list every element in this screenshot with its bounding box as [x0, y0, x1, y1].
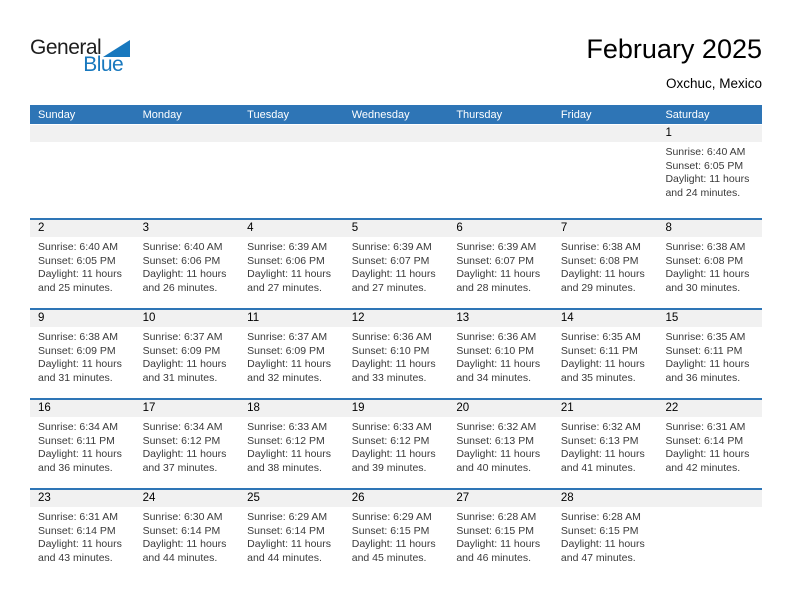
weekday-header-monday: Monday: [142, 108, 182, 121]
day-details: [657, 142, 762, 200]
empty-day-cell: [30, 125, 135, 218]
day-detail-line: Sunset: 6:14 PM: [247, 524, 325, 537]
weekday-header-row: [30, 105, 762, 124]
day-cell: [553, 310, 658, 398]
day-detail-line: and 37 minutes.: [142, 461, 218, 474]
day-detail-line: Sunset: 6:10 PM: [351, 344, 430, 357]
day-number: 16: [30, 400, 135, 417]
general-blue-logo: [30, 36, 130, 77]
day-details: [135, 142, 240, 146]
day-detail-line: Sunset: 6:14 PM: [665, 434, 744, 447]
day-detail-line: Daylight: 11 hours: [665, 268, 750, 280]
weeks-container: [30, 125, 762, 578]
day-number: 12: [344, 310, 449, 327]
day-cell: [135, 220, 240, 308]
day-detail-line: Daylight: 11 hours: [351, 358, 436, 370]
day-number: [448, 125, 553, 142]
day-detail-line: Sunset: 6:15 PM: [351, 524, 430, 537]
day-detail-line: Sunrise: 6:32 AM: [560, 421, 641, 433]
day-detail-line: Daylight: 11 hours: [38, 268, 122, 280]
day-detail-line: Sunset: 6:15 PM: [456, 524, 534, 537]
day-detail-line: Sunset: 6:05 PM: [38, 254, 116, 267]
day-detail-line: Daylight: 11 hours: [560, 268, 645, 280]
week-row: [30, 488, 762, 578]
day-cell: [553, 400, 658, 488]
day-detail-line: and 39 minutes.: [351, 461, 427, 474]
day-detail-line: Sunrise: 6:34 AM: [38, 421, 118, 433]
day-detail-line: Daylight: 11 hours: [351, 538, 436, 550]
day-detail-line: Sunrise: 6:37 AM: [142, 331, 223, 343]
day-detail-line: Sunset: 6:08 PM: [665, 254, 744, 267]
day-cell: [239, 400, 344, 488]
day-number: 20: [448, 400, 553, 417]
day-detail-line: Sunrise: 6:34 AM: [142, 421, 223, 433]
day-detail-line: and 40 minutes.: [456, 461, 532, 474]
day-detail-line: Sunset: 6:10 PM: [456, 344, 534, 357]
day-detail-line: Sunrise: 6:35 AM: [560, 331, 641, 343]
empty-day-cell: [344, 125, 449, 218]
day-detail-line: Sunrise: 6:33 AM: [247, 421, 328, 433]
day-cell: [135, 400, 240, 488]
day-detail-line: Sunset: 6:07 PM: [456, 254, 534, 267]
day-detail-line: and 35 minutes.: [560, 371, 636, 384]
day-number: [30, 125, 135, 142]
day-detail-line: Sunrise: 6:39 AM: [247, 241, 328, 253]
title-block: [586, 34, 762, 91]
day-details: [657, 417, 762, 475]
day-cell: [239, 310, 344, 398]
day-details: [30, 327, 135, 385]
day-detail-line: Sunrise: 6:30 AM: [142, 511, 223, 523]
weekday-header-sunday: Sunday: [38, 108, 76, 121]
day-detail-line: Sunset: 6:14 PM: [142, 524, 221, 537]
day-detail-line: Daylight: 11 hours: [38, 358, 122, 370]
day-detail-line: Daylight: 11 hours: [247, 538, 332, 550]
day-detail-line: Sunset: 6:06 PM: [247, 254, 325, 267]
day-number: 3: [135, 220, 240, 237]
week-row: [30, 398, 762, 488]
day-detail-line: Daylight: 11 hours: [560, 538, 645, 550]
day-detail-line: Daylight: 11 hours: [142, 538, 227, 550]
day-detail-line: Sunrise: 6:39 AM: [456, 241, 537, 253]
day-cell: [657, 220, 762, 308]
day-cell: [657, 125, 762, 218]
day-detail-line: Sunrise: 6:36 AM: [456, 331, 537, 343]
day-number: 21: [553, 400, 658, 417]
day-number: 25: [239, 490, 344, 507]
day-detail-line: Sunset: 6:11 PM: [560, 344, 638, 357]
day-detail-line: Sunset: 6:13 PM: [456, 434, 534, 447]
day-detail-line: Daylight: 11 hours: [665, 173, 750, 185]
day-details: [239, 237, 344, 295]
day-number: 22: [657, 400, 762, 417]
day-detail-line: Sunrise: 6:40 AM: [665, 146, 746, 158]
day-detail-line: and 24 minutes.: [665, 186, 741, 199]
day-details: [657, 327, 762, 385]
day-detail-line: Daylight: 11 hours: [560, 448, 645, 460]
page-title: February 2025: [586, 34, 762, 64]
day-detail-line: and 36 minutes.: [38, 461, 113, 474]
day-number: [553, 125, 658, 142]
day-details: [135, 327, 240, 385]
day-detail-line: and 41 minutes.: [560, 461, 636, 474]
day-detail-line: Daylight: 11 hours: [456, 358, 541, 370]
day-detail-line: Sunrise: 6:36 AM: [351, 331, 432, 343]
day-details: [239, 507, 344, 565]
day-number: 1: [657, 125, 762, 142]
day-detail-line: Sunrise: 6:28 AM: [456, 511, 537, 523]
day-detail-line: Sunset: 6:09 PM: [247, 344, 325, 357]
day-detail-line: Sunset: 6:11 PM: [665, 344, 743, 357]
day-cell: [657, 400, 762, 488]
day-detail-line: Sunrise: 6:29 AM: [351, 511, 432, 523]
day-number: 7: [553, 220, 658, 237]
day-detail-line: and 31 minutes.: [38, 371, 113, 384]
day-detail-line: and 43 minutes.: [38, 551, 113, 564]
day-detail-line: Daylight: 11 hours: [560, 358, 645, 370]
day-detail-line: and 29 minutes.: [560, 281, 636, 294]
day-cell: [448, 490, 553, 578]
day-cell: [448, 310, 553, 398]
day-detail-line: Sunset: 6:08 PM: [560, 254, 639, 267]
day-cell: [448, 400, 553, 488]
day-details: [135, 417, 240, 475]
day-cell: [344, 400, 449, 488]
day-details: [239, 327, 344, 385]
week-row: [30, 125, 762, 218]
day-number: 10: [135, 310, 240, 327]
day-detail-line: Sunrise: 6:31 AM: [665, 421, 746, 433]
day-number: 5: [344, 220, 449, 237]
location-subtitle: Oxchuc, Mexico: [665, 76, 762, 91]
day-detail-line: Daylight: 11 hours: [456, 538, 541, 550]
day-detail-line: Sunset: 6:14 PM: [38, 524, 116, 537]
day-number: [344, 125, 449, 142]
day-detail-line: Daylight: 11 hours: [665, 448, 750, 460]
day-cell: [135, 490, 240, 578]
weekday-header-thursday: Thursday: [456, 108, 503, 121]
day-detail-line: and 44 minutes.: [247, 551, 322, 564]
day-detail-line: Sunrise: 6:40 AM: [142, 241, 223, 253]
day-number: [239, 125, 344, 142]
day-details: [344, 142, 449, 146]
day-cell: [239, 490, 344, 578]
day-detail-line: Daylight: 11 hours: [665, 358, 750, 370]
day-detail-line: Sunrise: 6:39 AM: [351, 241, 432, 253]
day-detail-line: and 44 minutes.: [142, 551, 218, 564]
day-detail-line: and 25 minutes.: [38, 281, 113, 294]
weekday-header-wednesday: Wednesday: [351, 108, 410, 121]
day-detail-line: Sunrise: 6:38 AM: [560, 241, 641, 253]
day-details: [239, 417, 344, 475]
day-details: [344, 507, 449, 565]
day-detail-line: Sunset: 6:13 PM: [560, 434, 639, 447]
day-detail-line: Daylight: 11 hours: [142, 448, 227, 460]
day-details: [448, 417, 553, 475]
day-detail-line: and 32 minutes.: [247, 371, 322, 384]
day-detail-line: Daylight: 11 hours: [456, 268, 541, 280]
day-detail-line: Sunrise: 6:38 AM: [38, 331, 118, 343]
day-number: 4: [239, 220, 344, 237]
day-detail-line: Daylight: 11 hours: [142, 358, 227, 370]
day-detail-line: Sunset: 6:15 PM: [560, 524, 639, 537]
day-detail-line: Sunset: 6:06 PM: [142, 254, 221, 267]
logo-text-general: General: [30, 36, 102, 59]
day-detail-line: and 33 minutes.: [351, 371, 427, 384]
day-details: [448, 507, 553, 565]
day-number: 13: [448, 310, 553, 327]
day-detail-line: Sunrise: 6:37 AM: [247, 331, 328, 343]
week-row: [30, 308, 762, 398]
day-detail-line: Sunset: 6:09 PM: [38, 344, 116, 357]
day-cell: [553, 220, 658, 308]
day-number: 11: [239, 310, 344, 327]
day-detail-line: Sunrise: 6:35 AM: [665, 331, 746, 343]
day-detail-line: and 31 minutes.: [142, 371, 218, 384]
day-detail-line: Sunset: 6:11 PM: [38, 434, 115, 447]
day-details: [553, 237, 658, 295]
day-detail-line: and 27 minutes.: [351, 281, 427, 294]
day-cell: [344, 220, 449, 308]
day-detail-line: and 42 minutes.: [665, 461, 741, 474]
day-detail-line: Sunrise: 6:29 AM: [247, 511, 328, 523]
day-details: [448, 237, 553, 295]
day-cell: [344, 490, 449, 578]
weekday-header-friday: Friday: [560, 108, 592, 121]
day-detail-line: Sunrise: 6:32 AM: [456, 421, 537, 433]
day-cell: [30, 400, 135, 488]
day-detail-line: Daylight: 11 hours: [38, 538, 122, 550]
day-details: [657, 237, 762, 295]
day-detail-line: Sunset: 6:12 PM: [351, 434, 430, 447]
day-details: [553, 327, 658, 385]
day-detail-line: Sunrise: 6:38 AM: [665, 241, 746, 253]
day-number: 2: [30, 220, 135, 237]
day-detail-line: Daylight: 11 hours: [247, 358, 332, 370]
day-details: [30, 507, 135, 565]
calendar-grid: [30, 105, 762, 578]
empty-day-cell: [239, 125, 344, 218]
logo-text-blue: Blue: [83, 53, 124, 76]
day-detail-line: and 47 minutes.: [560, 551, 636, 564]
day-detail-line: and 38 minutes.: [247, 461, 322, 474]
weekday-header-saturday: Saturday: [665, 108, 710, 121]
day-detail-line: Sunrise: 6:31 AM: [38, 511, 118, 523]
day-details: [344, 417, 449, 475]
day-cell: [30, 310, 135, 398]
day-detail-line: Daylight: 11 hours: [247, 268, 332, 280]
day-detail-line: Sunrise: 6:40 AM: [38, 241, 118, 253]
day-details: [135, 507, 240, 565]
day-cell: [30, 220, 135, 308]
day-number: 26: [344, 490, 449, 507]
day-detail-line: Daylight: 11 hours: [351, 268, 436, 280]
day-detail-line: Sunset: 6:12 PM: [247, 434, 325, 447]
day-details: [344, 327, 449, 385]
weekday-header-tuesday: Tuesday: [247, 108, 289, 121]
day-cell: [30, 490, 135, 578]
day-details: [239, 142, 344, 146]
day-detail-line: Sunset: 6:12 PM: [142, 434, 221, 447]
empty-day-cell: [448, 125, 553, 218]
day-cell: [448, 220, 553, 308]
day-detail-line: Daylight: 11 hours: [456, 448, 541, 460]
day-details: [553, 507, 658, 565]
day-number: [135, 125, 240, 142]
day-detail-line: Daylight: 11 hours: [142, 268, 227, 280]
day-cell: [135, 310, 240, 398]
empty-day-cell: [657, 490, 762, 578]
day-details: [30, 417, 135, 475]
day-number: 27: [448, 490, 553, 507]
day-detail-line: Sunset: 6:09 PM: [142, 344, 221, 357]
day-detail-line: Sunrise: 6:33 AM: [351, 421, 432, 433]
day-number: 28: [553, 490, 658, 507]
day-detail-line: Sunset: 6:05 PM: [665, 159, 744, 172]
day-detail-line: Daylight: 11 hours: [351, 448, 436, 460]
day-number: 23: [30, 490, 135, 507]
day-detail-line: and 26 minutes.: [142, 281, 218, 294]
day-cell: [657, 310, 762, 398]
day-cell: [553, 490, 658, 578]
empty-day-cell: [135, 125, 240, 218]
day-detail-line: Daylight: 11 hours: [247, 448, 332, 460]
day-details: [30, 142, 135, 146]
day-details: [553, 417, 658, 475]
day-detail-line: and 30 minutes.: [665, 281, 741, 294]
day-details: [553, 142, 658, 146]
day-number: 8: [657, 220, 762, 237]
day-details: [135, 237, 240, 295]
day-detail-line: and 34 minutes.: [456, 371, 532, 384]
day-details: [657, 507, 762, 511]
day-number: 19: [344, 400, 449, 417]
day-detail-line: Daylight: 11 hours: [38, 448, 122, 460]
day-details: [448, 142, 553, 146]
day-number: 14: [553, 310, 658, 327]
day-number: 15: [657, 310, 762, 327]
day-cell: [239, 220, 344, 308]
day-number: 18: [239, 400, 344, 417]
day-number: 17: [135, 400, 240, 417]
day-detail-line: Sunset: 6:07 PM: [351, 254, 430, 267]
empty-day-cell: [553, 125, 658, 218]
day-detail-line: and 45 minutes.: [351, 551, 427, 564]
day-cell: [344, 310, 449, 398]
day-number: 9: [30, 310, 135, 327]
day-number: 24: [135, 490, 240, 507]
day-details: [448, 327, 553, 385]
day-number: [657, 490, 762, 507]
day-detail-line: and 46 minutes.: [456, 551, 532, 564]
day-detail-line: and 36 minutes.: [665, 371, 741, 384]
day-detail-line: and 27 minutes.: [247, 281, 322, 294]
day-number: 6: [448, 220, 553, 237]
day-details: [30, 237, 135, 295]
day-detail-line: and 28 minutes.: [456, 281, 532, 294]
day-detail-line: Sunrise: 6:28 AM: [560, 511, 641, 523]
week-row: [30, 218, 762, 308]
day-details: [344, 237, 449, 295]
